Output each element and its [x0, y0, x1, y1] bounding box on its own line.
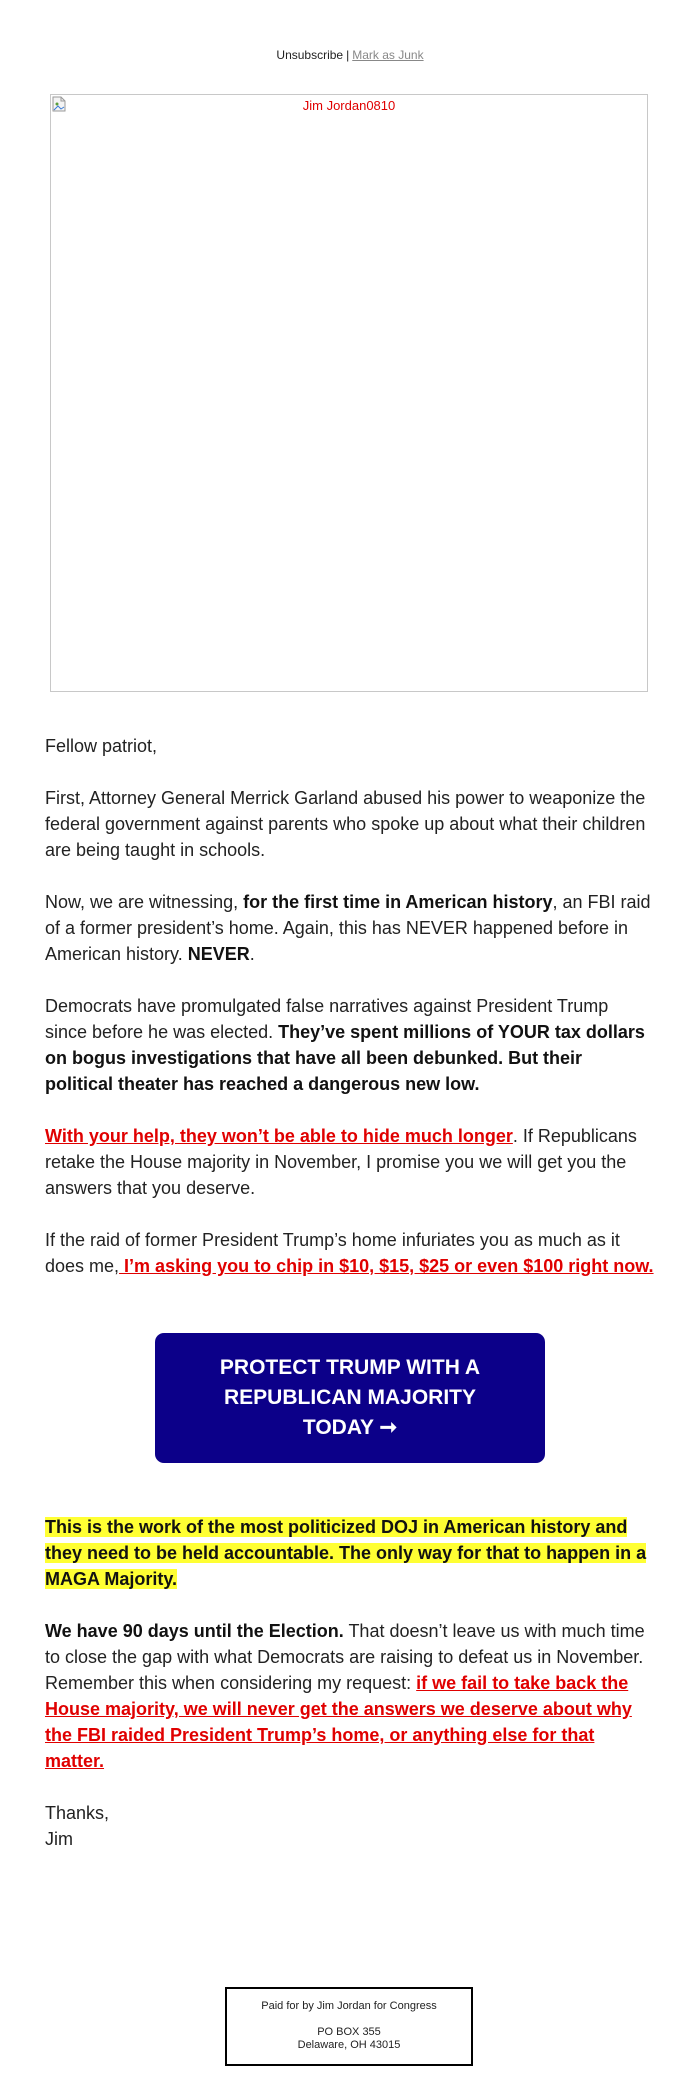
letter-body — [45, 733, 655, 1305]
text: . — [249, 944, 255, 964]
paragraph-help — [45, 1123, 655, 1201]
text: That doesn’t leave us with much time to close the gap with what Democrats are raising to defeat us in November. Remember this when considering my request: — [45, 1621, 645, 1693]
city-text: Delaware, OH 43015 — [297, 2039, 401, 2051]
donate-link-majority[interactable]: if we fail to take back the House majority, we will never get the answers we deserve about why the FBI raided President Trump’s home, or anything else for that matter. — [45, 1673, 632, 1771]
text: Now, we are witnessing, — [45, 892, 244, 912]
paid-for-disclaimer — [225, 1987, 473, 2066]
paragraph-fbi-raid — [45, 889, 655, 967]
bold-text: We have 90 days until the Election. — [45, 1621, 344, 1641]
bold-text: NEVER — [187, 944, 250, 964]
highlighted-text: This is the work of the most politicized DOJ in American history and they need to be held accountable. The only way for that to happen in a MAGA Majority. — [45, 1517, 647, 1589]
donate-link-help[interactable]: With your help, they won’t be able to hide much longer — [45, 1126, 513, 1146]
paragraph-ask — [45, 1227, 655, 1279]
hero-image[interactable] — [50, 94, 648, 692]
text: , an FBI raid of a former president’s home. Again, this has NEVER happened before in American history. — [45, 892, 651, 964]
thanks-text: Thanks, — [45, 1803, 110, 1823]
po-box-text: PO BOX 355 — [317, 2026, 381, 2038]
signature: Jim — [45, 1829, 73, 1849]
hero-image-alt-text: Jim Jordan0810 — [302, 98, 396, 113]
mark-as-junk-link[interactable]: Mark as Junk — [352, 48, 424, 62]
cta-container — [155, 1333, 545, 1463]
text: . If Republicans retake the House majority in November, I promise you we will get you the answers that you deserve. — [45, 1126, 637, 1198]
protect-trump-donate-button[interactable]: PROTECT TRUMP WITH A REPUBLICAN MAJORITY TODAY ➞ — [155, 1333, 545, 1463]
greeting: Fellow patriot, — [45, 736, 158, 756]
sign-off — [45, 1800, 655, 1852]
link-separator: | — [346, 48, 350, 62]
donate-link-amounts[interactable]: I’m asking you to chip in $10, $15, $25 or even $100 right now. — [119, 1256, 654, 1276]
unsubscribe-link[interactable]: Unsubscribe — [276, 48, 344, 62]
paid-for-text: Paid for by Jim Jordan for Congress — [261, 2000, 437, 2012]
paragraph-90-days — [45, 1618, 655, 1774]
bold-text: for the first time in American history — [243, 892, 553, 912]
text: If the raid of former President Trump’s home infuriates you as much as it does me, — [45, 1230, 620, 1276]
letter-body-continued — [45, 1514, 655, 1878]
bold-text: They’ve spent millions of YOUR tax dollars on bogus investigations that have all been debunked. But their political theater has reached a dangerous new low. — [45, 1022, 645, 1094]
paragraph-democrats — [45, 993, 655, 1097]
paragraph-garland: First, Attorney General Merrick Garland abused his power to weaponize the federal government against parents who spoke up about what their children are being taught in schools. — [45, 788, 646, 860]
text: Democrats have promulgated false narratives against President Trump since before he was elected. — [45, 996, 609, 1042]
paragraph-doj — [45, 1514, 655, 1592]
email-header-links — [0, 48, 700, 62]
